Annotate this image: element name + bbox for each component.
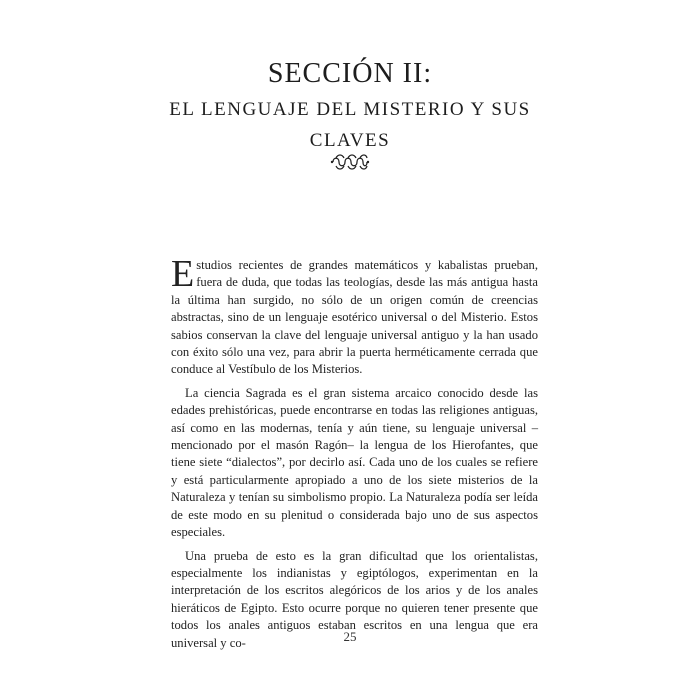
scroll-ornament-icon	[330, 152, 370, 172]
section-title: SECCIÓN II:	[267, 58, 433, 89]
drop-cap: E	[171, 253, 195, 295]
paragraph-2: La ciencia Sagrada es el gran sistema arcaico conocido desde las edades prehistóricas, puede encontrarse en todas las religiones antiguas, así como en las modernas, tenía y aún tiene, su lenguaje universal –mencionado por el masón Ragón– la lengua de los Hierofantes, que tiene siete “dialectos”, por decirlo así. Cada uno de los cuales se refiere y está particularmente apropiado a uno de los siete misterios de la Naturaleza y tenían su simbolismo propio. La Naturaleza podía ser leída de este modo en su plenitud o considerada bajo uno de sus aspectos especiales.	[171, 385, 538, 540]
paragraph-1	[171, 253, 538, 379]
page-number: 25	[343, 629, 357, 644]
paragraph-1-text: studios recientes de grandes matemáticos y kabalistas prueban, fuera de duda, que todas las teologías, desde las más antigua hasta la última han surgido, no sólo de un origen común de creencias abstractas, sino de un lenguaje esotérico universal o del Misterio. Estos sabios conservan la clave del lenguaje universal antiguo y la han usado con éxito sólo una vez, para abrir la puerta herméticamente cerrada que conduce al Vestíbulo de los Misterios.	[171, 258, 538, 377]
body-text	[171, 253, 538, 652]
chapter-subtitle: EL LENGUAJE DEL MISTERIO Y SUS CLAVES	[169, 99, 531, 151]
paragraph-3: Una prueba de esto es la gran dificultad que los orientalistas, especialmente los indianistas y egiptólogos, experimentan en la interpretación de los escritos alegóricos de los arios y de los anales hieráticos de Egipto. Esto ocurre porque no quieren tener presente que todos los anales antiguos estaban escritos en una lengua que era universal y co-	[171, 548, 538, 650]
